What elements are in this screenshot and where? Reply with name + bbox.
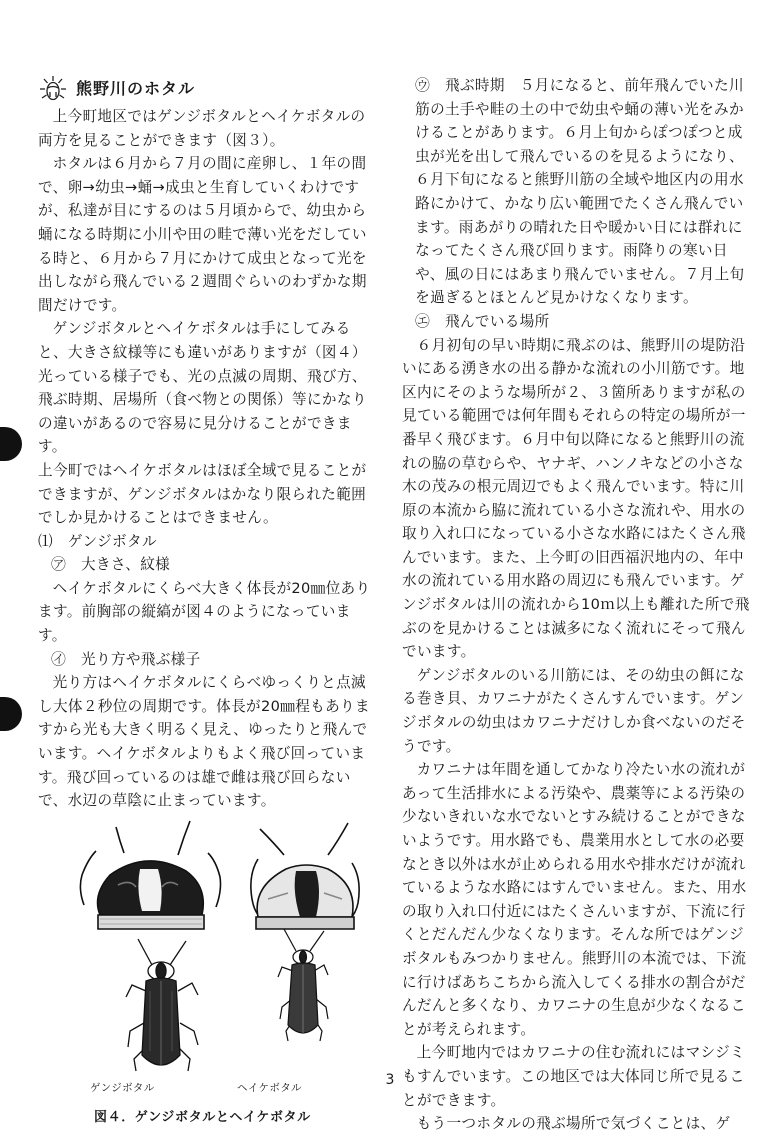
genji-body-illustration <box>126 939 198 1071</box>
paragraph: ゲンジボタルのいる川筋には、その幼虫の餌になる巻き貝、カワニナがたくさんすんでいます。ゲンジボタルの幼虫はカワニナだけしか食べないのだそうです。 <box>402 666 746 755</box>
section-heading: ⑴ ゲンジボタル <box>38 532 157 550</box>
paragraph: もう一つホタルの飛ぶ場所で気づくことは、ゲ <box>416 1115 731 1133</box>
paragraph: 光り方はヘイケボタルにくらべゆっくりと点滅し大体２秒位の周期です。体長が20㎜程もありますから光も大きく明るく見え、ゆったりと飛んでいます。ヘイケボタルよりもよく飛び回っています。飛び回っているのは雄で雌は飛び回らないで、水辺の草陰に止まっています。 <box>38 674 370 810</box>
heike-label: ヘイケボタル <box>237 1081 302 1094</box>
paragraph: ６月初旬の早い時期に飛ぶのは、熊野川の堤防沿いにある湧き水の出る静かな流れの小川筋です。地区内にそのような場所が２、３箇所ありますが私の見ている範囲では何年間もそれらの特定の場所が一番早く飛びます。６月中旬以降になると熊野川の流れの脇の草むらや、ヤナギ、ハンノキなどの小さな木の茂みの根元周辺でもよく飛んでいます。特に川原の本流から脇に流れている小さな流れや、用水の取り入れ口になっている小さな水路にはたくさん飛んでいます。また、上今町の旧西福沢地内の、年中水の流れている用水路の周辺にも飛んでいます。ゲンジボタルは川の流れから10ｍ以上も離れた所で飛ぶのを見かけることは滅多になく流れにそって飛んでいます。 <box>402 336 750 661</box>
heike-head-illustration <box>251 823 359 929</box>
genji-label: ゲンジボタル <box>90 1081 155 1094</box>
right-column <box>402 74 750 1136</box>
title-row <box>38 74 373 104</box>
paragraph: 上今町地区ではゲンジボタルとヘイケボタルの両方を見ることができます（図３）。 <box>38 108 366 149</box>
paragraph: 上今町ではヘイケボタルはほぼ全域で見ることができますが、ゲンジボタルはかなり限られた範囲でしか見かけることはできません。 <box>38 461 367 527</box>
paragraph: カワニナは年間を通してかなり冷たい水の流れがあって生活排水による汚染や、農薬等による汚染の少ないきれいな水でないとすみ続けることができないようです。用水路でも、農業用水として水の必要なとき以外は水が止められる用水や排水だけが流れているような水路にはすんでいません。また、用水の取り入れ口付近にはたくさんいますが、下流に行くとだんだん少なくなります。そんな所ではゲンジボタルもみつかりません。熊野川の本流では、下流に行けばあちこちから流入してくる排水の割合がだんだんと多くなり、カワニナの生息が少なくなることが考えられます。 <box>402 761 747 1038</box>
figure-caption: 図４．ゲンジボタルとヘイケボタル <box>94 1109 311 1125</box>
page-number: 3 <box>385 1072 395 1088</box>
firefly-illustrations <box>38 819 373 1081</box>
punch-hole <box>0 427 22 461</box>
heike-body-illustration <box>278 929 328 1041</box>
punch-hole <box>0 697 22 731</box>
paragraph: ゲンジボタルとヘイケボタルは手にしてみると、大きさ紋様等にも違いがありますが（図４）光っている様子でも、光の点滅の周期、飛び方、飛ぶ時期、居場所（食べ物との関係）等にかなりの違いがあるので容易に見分けることができます。 <box>38 320 367 456</box>
left-column <box>38 74 373 1131</box>
paragraph: ホタルは６月から７月の間に産卵し、１年の間で、卵→幼虫→蛹→成虫と生育していくわけですが、私達が目にするのは５月頃からで、幼虫から蛹になる時期に小川や田の畦で薄い光をだしている時と、６月から７月にかけて成虫となって光を出しながら飛んでいる２週間ぐらいのわずかな期間だけです。 <box>38 155 367 314</box>
subsection-heading: ㋑ 光り方や飛ぶ様子 <box>51 650 201 668</box>
firefly-icon <box>38 74 68 104</box>
page-title: 熊野川のホタル <box>76 79 196 99</box>
genji-head-illustration <box>80 821 220 929</box>
subsection-heading: ㋓ 飛んでいる場所 <box>415 312 550 330</box>
paragraph: 上今町地内ではカワニナの住む流れにはマシジミもすんでいます。この地区では大体同じ所で見ることができます。 <box>402 1044 745 1109</box>
subsection-heading: ㋐ 大きさ、紋様 <box>51 556 171 574</box>
paragraph: ㋒ 飛ぶ時期 ５月になると、前年飛んでいた川筋の土手や畦の土の中で幼虫や蛹の薄い光をみかけることがあります。６月上旬からぽつぽつと成虫が光を出して飛んでいるのを見るようになり、６月下旬になると熊野川筋の全域や地区内の用水路にかけて、かなり広い範囲でたくさん飛んでいます。雨あがりの晴れた日や暖かい日には群れになってたくさん飛び回ります。雨降りの寒い日や、風の日にはあまり飛んでいません。７月上旬を過ぎるとほとんど見かけなくなります。 <box>415 77 745 307</box>
paragraph: ヘイケボタルにくらべ大きく体長が20㎜位あります。前胸部の縦縞が図４のようになっています。 <box>38 579 371 645</box>
